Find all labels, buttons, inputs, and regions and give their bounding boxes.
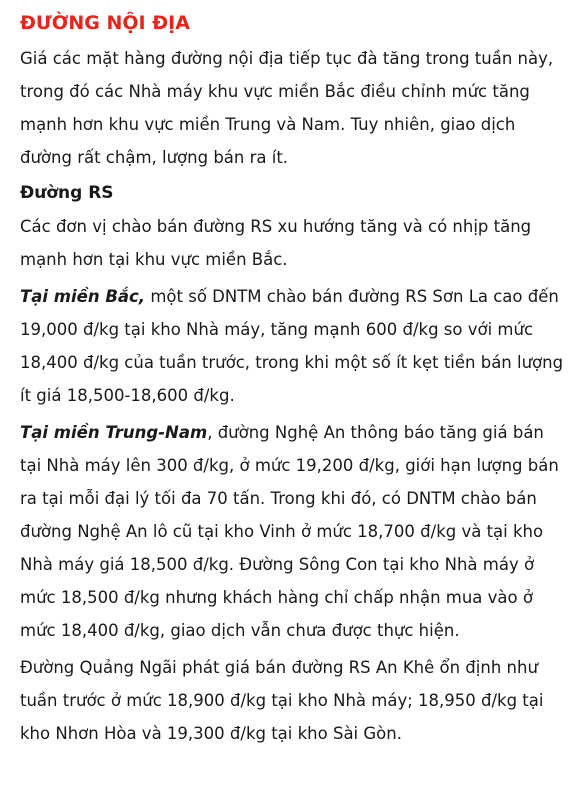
rs-subheading: Đường RS bbox=[20, 183, 114, 203]
quangngai-paragraph: Đường Quảng Ngãi phát giá bán đường RS An Khê ổn định như tuần trước ở mức 18,900 đ/kg tại kho Nhà máy; 18,950 đ/kg tại kho Nhơn Hòa và 19,300 đ/kg tại kho Sài Gòn. bbox=[20, 658, 544, 743]
intro-paragraph: Giá các mặt hàng đường nội địa tiếp tục đà tăng trong tuần này, trong đó các Nhà máy khu vực miền Bắc điều chỉnh mức tăng mạnh hơn khu vực miền Trung và Nam. Tuy nhiên, giao dịch đường rất chậm, lượng bán ra ít. bbox=[20, 49, 554, 167]
rs-intro-paragraph: Các đơn vị chào bán đường RS xu hướng tăng và có nhịp tăng mạnh hơn tại khu vực miền Bắc. bbox=[20, 217, 532, 269]
north-paragraph bbox=[20, 280, 567, 412]
central-text: , đường Nghệ An thông báo tăng giá bán tại Nhà máy lên 300 đ/kg, ở mức 19,200 đ/kg, giới hạn lượng bán ra tại mỗi đại lý tối đa 70 tấn. Trong khi đó, có DNTM chào bán đường Nghệ An lô cũ tại kho Vinh ở mức 18,700 đ/kg và tại kho Nhà máy giá 18,500 đ/kg. Đường Sông Con tại kho Nhà máy ở mức 18,500 đ/kg nhưng khách hàng chỉ chấp nhận mua vào ở mức 18,400 đ/kg, giao dịch vẫn chưa được thực hiện. bbox=[20, 423, 559, 640]
north-lead: Tại miền Bắc, bbox=[20, 287, 146, 306]
north-text: một số DNTM chào bán đường RS Sơn La cao đến 19,000 đ/kg tại kho Nhà máy, tăng mạnh 600 đ/kg so với mức 18,400 đ/kg của tuần trước, trong khi một số ít kẹt tiền bán lượng ít giá 18,500-18,600 đ/kg. bbox=[20, 287, 564, 405]
central-lead: Tại miền Trung-Nam bbox=[20, 423, 208, 442]
section-heading: ĐƯỜNG NỘI ĐỊA bbox=[20, 12, 190, 34]
central-paragraph bbox=[20, 416, 567, 647]
